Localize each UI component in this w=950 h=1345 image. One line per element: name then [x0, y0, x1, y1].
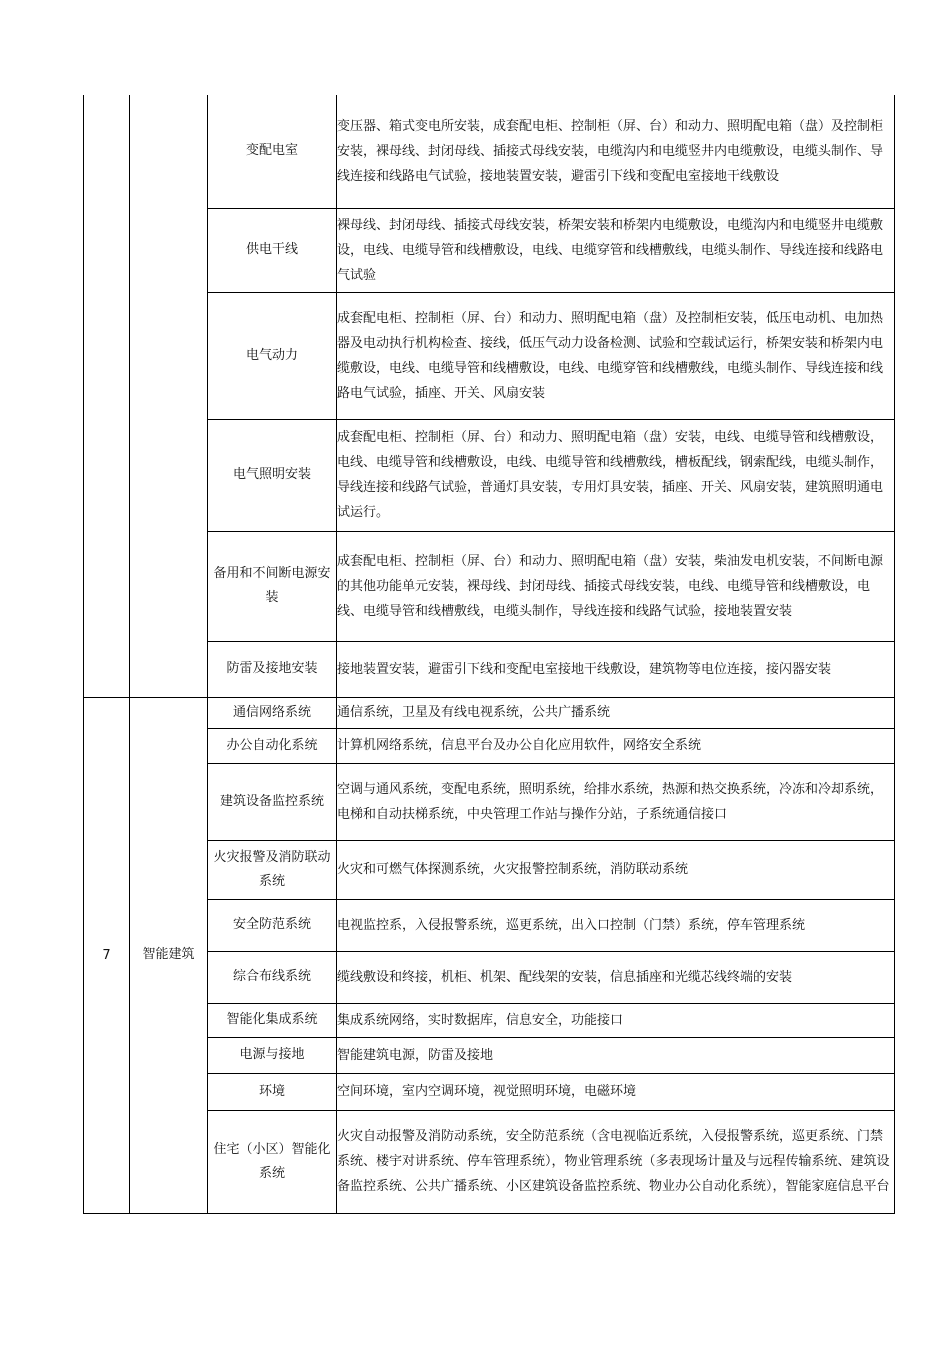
subcategory-cell: 通信网络系统 [208, 697, 337, 728]
description-cell: 接地装置安装，避雷引下线和变配电室接地干线敷设，建筑物等电位连接，接闪器安装 [337, 641, 895, 697]
subcategory-cell: 智能化集成系统 [208, 1003, 337, 1037]
subcategory-cell: 建筑设备监控系统 [208, 763, 337, 840]
section-number: 7 [84, 697, 130, 1213]
description-cell: 通信系统，卫星及有线电视系统，公共广播系统 [337, 697, 895, 728]
subcategory-cell: 住宅（小区）智能化系统 [208, 1110, 337, 1213]
subcategory-cell: 综合布线系统 [208, 951, 337, 1003]
description-cell: 智能建筑电源，防雷及接地 [337, 1037, 895, 1073]
subcategory-cell: 电气照明安装 [208, 419, 337, 531]
section-number-cell [84, 95, 130, 697]
subcategory-cell: 供电干线 [208, 208, 337, 292]
description-cell: 成套配电柜、控制柜（屏、台）和动力、照明配电箱（盘）及控制柜安装，低压电动机、电加热器及电动执行机构检查、接线，低压气动力设备检测、试验和空载试运行，桥架安装和桥架内电缆敷设，电线、电缆导管和线槽敷设，电线、电缆穿管和线槽敷线，电缆头制作、导线连接和线路电气试验，插座、开关、风扇安装 [337, 292, 895, 419]
subcategory-cell: 安全防范系统 [208, 899, 337, 951]
subcategory-cell: 火灾报警及消防联动系统 [208, 840, 337, 899]
specification-table [83, 95, 895, 1214]
description-cell: 变压器、箱式变电所安装，成套配电柜、控制柜（屏、台）和动力、照明配电箱（盘）及控制柜安装，裸母线、封闭母线、插接式母线安装，电缆沟内和电缆竖井内电缆敷设，电缆头制作、导线连接和线路电气试验，接地装置安装，避雷引下线和变配电室接地干线敷设 [337, 95, 895, 208]
description-cell: 火灾自动报警及消防动系统，安全防范系统（含电视临近系统，入侵报警系统，巡更系统、门禁系统、楼宇对讲系统、停车管理系统），物业管理系统（多表现场计量及与远程传输系统、建筑设备监控系统、公共广播系统、小区建筑设备监控系统、物业办公自动化系统），智能家庭信息平台 [337, 1110, 895, 1213]
description-cell: 集成系统网络，实时数据库，信息安全，功能接口 [337, 1003, 895, 1037]
subcategory-cell: 备用和不间断电源安装 [208, 531, 337, 641]
description-cell: 缆线敷设和终接，机柜、机架、配线架的安装，信息插座和光缆芯线终端的安装 [337, 951, 895, 1003]
description-cell: 计算机网络系统，信息平台及办公自化应用软件，网络安全系统 [337, 728, 895, 763]
subcategory-cell: 防雷及接地安装 [208, 641, 337, 697]
description-cell: 火灾和可燃气体探测系统，火灾报警控制系统，消防联动系统 [337, 840, 895, 899]
description-cell: 裸母线、封闭母线、插接式母线安装，桥架安装和桥架内电缆敷设，电缆沟内和电缆竖井电缆敷设，电线、电缆导管和线槽敷设，电线、电缆穿管和线槽敷线，电缆头制作、导线连接和线路电气试验 [337, 208, 895, 292]
table-row [84, 697, 895, 728]
category-label: 智能建筑 [130, 697, 208, 1213]
category-cell [130, 95, 208, 697]
subcategory-cell: 环境 [208, 1073, 337, 1110]
subcategory-cell: 办公自动化系统 [208, 728, 337, 763]
description-cell: 空间环境，室内空调环境，视觉照明环境，电磁环境 [337, 1073, 895, 1110]
description-cell: 电视监控系，入侵报警系统，巡更系统，出入口控制（门禁）系统，停车管理系统 [337, 899, 895, 951]
subcategory-cell: 电源与接地 [208, 1037, 337, 1073]
description-cell: 空调与通风系统，变配电系统，照明系统，给排水系统，热源和热交换系统，冷冻和冷却系统，电梯和自动扶梯系统，中央管理工作站与操作分站，子系统通信接口 [337, 763, 895, 840]
description-cell: 成套配电柜、控制柜（屏、台）和动力、照明配电箱（盘）安装，柴油发电机安装，不间断电源的其他功能单元安装，裸母线、封闭母线、插接式母线安装，电线、电缆导管和线槽敷设，电线、电缆导管和线槽敷线，电缆头制作，导线连接和线路气试验，接地装置安装 [337, 531, 895, 641]
subcategory-cell: 电气动力 [208, 292, 337, 419]
table-row [84, 95, 895, 208]
description-cell: 成套配电柜、控制柜（屏、台）和动力、照明配电箱（盘）安装，电线、电缆导管和线槽敷设，电线、电缆导管和线槽敷设，电线、电缆导管和线槽敷线，槽板配线，钢索配线，电缆头制作，导线连接和线路气试验，普通灯具安装，专用灯具安装，插座、开关、风扇安装，建筑照明通电试运行。 [337, 419, 895, 531]
subcategory-cell: 变配电室 [208, 95, 337, 208]
